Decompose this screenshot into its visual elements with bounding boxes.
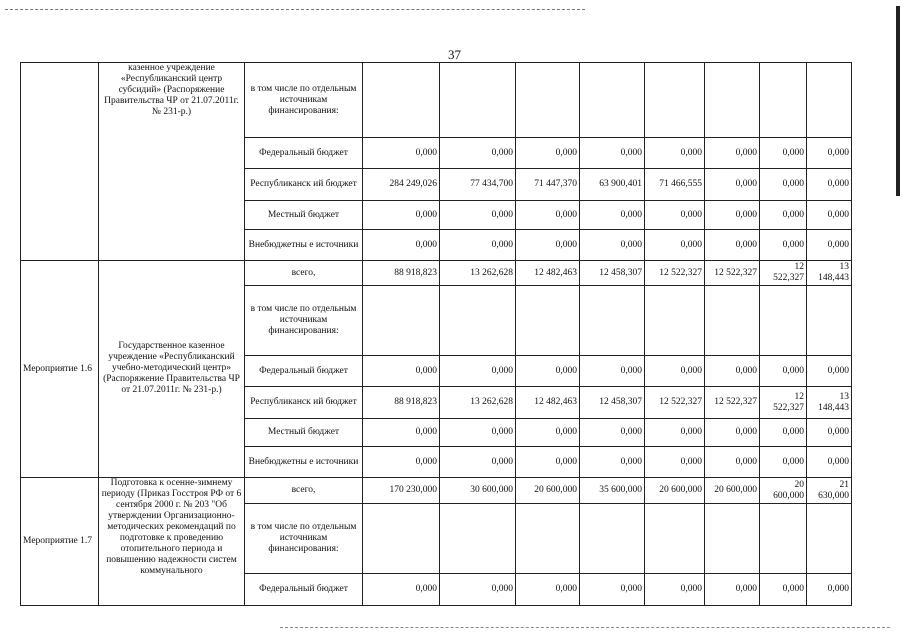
- value-cell: [516, 286, 580, 356]
- value-cell: 0,000: [580, 574, 645, 606]
- value-cell: [760, 504, 807, 574]
- source-cell: в том числе по отдельным источникам финансирования:: [245, 286, 363, 356]
- budget-table: [20, 62, 852, 606]
- value-cell: [645, 63, 705, 138]
- value-cell: [363, 504, 440, 574]
- value-cell: 0,000: [705, 447, 760, 478]
- value-cell: 0,000: [580, 138, 645, 169]
- source-cell: Республиканск ий бюджет: [245, 169, 363, 201]
- value-cell: 0,000: [516, 447, 580, 478]
- value-cell: [807, 63, 852, 138]
- source-cell: Республиканск ий бюджет: [245, 387, 363, 419]
- value-cell: [363, 286, 440, 356]
- executor-cell: Государственное казенное учреждение «Республиканский учебно-методический центр» (Распоряжение Правительства ЧР от 21.07.2011г. № 231-р.): [99, 261, 245, 478]
- value-cell: 0,000: [705, 201, 760, 230]
- value-cell: 0,000: [705, 169, 760, 201]
- value-cell: 0,000: [645, 356, 705, 387]
- value-cell: 0,000: [363, 201, 440, 230]
- value-cell: 0,000: [440, 356, 516, 387]
- value-cell: [807, 286, 852, 356]
- value-cell: 0,000: [807, 574, 852, 606]
- value-cell: 20 600,000: [645, 478, 705, 504]
- source-cell: всего,: [245, 261, 363, 286]
- value-cell: [580, 63, 645, 138]
- value-cell: [760, 63, 807, 138]
- value-cell: 12 522,327: [645, 261, 705, 286]
- value-cell: 0,000: [580, 419, 645, 447]
- value-cell: 0,000: [807, 447, 852, 478]
- value-cell: 35 600,000: [580, 478, 645, 504]
- value-cell: 0,000: [440, 230, 516, 261]
- value-cell: 0,000: [760, 447, 807, 478]
- value-cell: 12 482,463: [516, 261, 580, 286]
- value-cell: 12 522,327: [705, 387, 760, 419]
- value-cell: 12 522,327: [760, 387, 807, 419]
- value-cell: 0,000: [645, 447, 705, 478]
- activity-cell: Мероприятие 1.7: [21, 478, 99, 606]
- value-cell: 0,000: [580, 356, 645, 387]
- value-cell: 0,000: [760, 169, 807, 201]
- value-cell: 0,000: [705, 230, 760, 261]
- value-cell: 20 600,000: [760, 478, 807, 504]
- value-cell: 0,000: [705, 138, 760, 169]
- value-cell: 0,000: [516, 356, 580, 387]
- value-cell: [645, 286, 705, 356]
- executor-cell: Подготовка к осенне-зимнему периоду (Приказ Госстроя РФ от 6 сентября 2000 г. № 203 "Об утверждении Организационно-методических рекомендаций по подготовке к проведению отопительного периода и повышению надежности систем коммунального: [99, 478, 245, 606]
- value-cell: 12 482,463: [516, 387, 580, 419]
- value-cell: 0,000: [760, 201, 807, 230]
- value-cell: 0,000: [705, 574, 760, 606]
- value-cell: 20 600,000: [705, 478, 760, 504]
- value-cell: 30 600,000: [440, 478, 516, 504]
- value-cell: 0,000: [516, 230, 580, 261]
- value-cell: [440, 504, 516, 574]
- value-cell: [440, 63, 516, 138]
- value-cell: 0,000: [807, 230, 852, 261]
- activity-cell: Мероприятие 1.6: [21, 261, 99, 478]
- source-cell: в том числе по отдельным источникам финансирования:: [245, 63, 363, 138]
- value-cell: 0,000: [440, 574, 516, 606]
- value-cell: [807, 504, 852, 574]
- value-cell: 0,000: [807, 356, 852, 387]
- value-cell: 0,000: [440, 419, 516, 447]
- value-cell: 0,000: [760, 419, 807, 447]
- value-cell: 13 148,443: [807, 261, 852, 286]
- value-cell: [705, 286, 760, 356]
- scan-artifact-right: [896, 6, 900, 196]
- value-cell: 12 522,327: [645, 387, 705, 419]
- value-cell: 0,000: [440, 447, 516, 478]
- value-cell: 0,000: [440, 138, 516, 169]
- value-cell: [580, 504, 645, 574]
- value-cell: [440, 286, 516, 356]
- value-cell: 0,000: [807, 201, 852, 230]
- value-cell: 0,000: [516, 574, 580, 606]
- value-cell: 0,000: [645, 574, 705, 606]
- value-cell: [516, 504, 580, 574]
- source-cell: Федеральный бюджет: [245, 138, 363, 169]
- source-cell: Внебюджетны е источники: [245, 230, 363, 261]
- value-cell: 0,000: [645, 230, 705, 261]
- value-cell: [580, 286, 645, 356]
- source-cell: Федеральный бюджет: [245, 574, 363, 606]
- value-cell: 0,000: [807, 169, 852, 201]
- table-row: [21, 478, 852, 504]
- value-cell: 0,000: [363, 356, 440, 387]
- executor-cell: казенное учреждение «Республиканский центр субсидий» (Распоряжение Правительства ЧР от 21.07.2011г. № 231-р.): [99, 63, 245, 261]
- value-cell: 0,000: [645, 201, 705, 230]
- value-cell: 0,000: [516, 138, 580, 169]
- value-cell: 77 434,700: [440, 169, 516, 201]
- value-cell: 0,000: [705, 356, 760, 387]
- value-cell: 88 918,823: [363, 387, 440, 419]
- value-cell: 0,000: [363, 419, 440, 447]
- value-cell: 0,000: [363, 230, 440, 261]
- value-cell: 71 466,555: [645, 169, 705, 201]
- value-cell: 13 262,628: [440, 261, 516, 286]
- value-cell: 13 148,443: [807, 387, 852, 419]
- value-cell: 0,000: [516, 201, 580, 230]
- source-cell: Местный бюджет: [245, 419, 363, 447]
- value-cell: 0,000: [440, 201, 516, 230]
- value-cell: 0,000: [580, 230, 645, 261]
- value-cell: 0,000: [363, 447, 440, 478]
- table-row: [21, 261, 852, 286]
- source-cell: Внебюджетны е источники: [245, 447, 363, 478]
- value-cell: 0,000: [807, 419, 852, 447]
- value-cell: 0,000: [760, 356, 807, 387]
- value-cell: 13 262,628: [440, 387, 516, 419]
- value-cell: 12 522,327: [760, 261, 807, 286]
- scan-artifact-bottom: [280, 627, 890, 628]
- value-cell: [760, 286, 807, 356]
- source-cell: всего,: [245, 478, 363, 504]
- value-cell: 0,000: [760, 138, 807, 169]
- value-cell: 170 230,000: [363, 478, 440, 504]
- value-cell: 12 458,307: [580, 387, 645, 419]
- value-cell: 0,000: [580, 201, 645, 230]
- value-cell: 284 249,026: [363, 169, 440, 201]
- value-cell: 12 458,307: [580, 261, 645, 286]
- value-cell: 20 600,000: [516, 478, 580, 504]
- value-cell: 0,000: [645, 419, 705, 447]
- value-cell: 0,000: [807, 138, 852, 169]
- value-cell: 21 630,000: [807, 478, 852, 504]
- value-cell: 0,000: [363, 574, 440, 606]
- activity-cell: [21, 63, 99, 261]
- value-cell: [363, 63, 440, 138]
- value-cell: 12 522,327: [705, 261, 760, 286]
- value-cell: 63 900,401: [580, 169, 645, 201]
- value-cell: 0,000: [760, 230, 807, 261]
- value-cell: [645, 504, 705, 574]
- source-cell: Местный бюджет: [245, 201, 363, 230]
- value-cell: [705, 504, 760, 574]
- source-cell: Федеральный бюджет: [245, 356, 363, 387]
- table-row: [21, 63, 852, 138]
- source-cell: в том числе по отдельным источникам финансирования:: [245, 504, 363, 574]
- value-cell: 71 447,370: [516, 169, 580, 201]
- value-cell: [705, 63, 760, 138]
- value-cell: 0,000: [645, 138, 705, 169]
- page-number: 37: [448, 47, 461, 62]
- value-cell: 0,000: [516, 419, 580, 447]
- value-cell: 0,000: [363, 138, 440, 169]
- value-cell: 88 918,823: [363, 261, 440, 286]
- value-cell: [516, 63, 580, 138]
- value-cell: 0,000: [760, 574, 807, 606]
- value-cell: 0,000: [580, 447, 645, 478]
- scan-artifact-top: [5, 9, 585, 10]
- value-cell: 0,000: [705, 419, 760, 447]
